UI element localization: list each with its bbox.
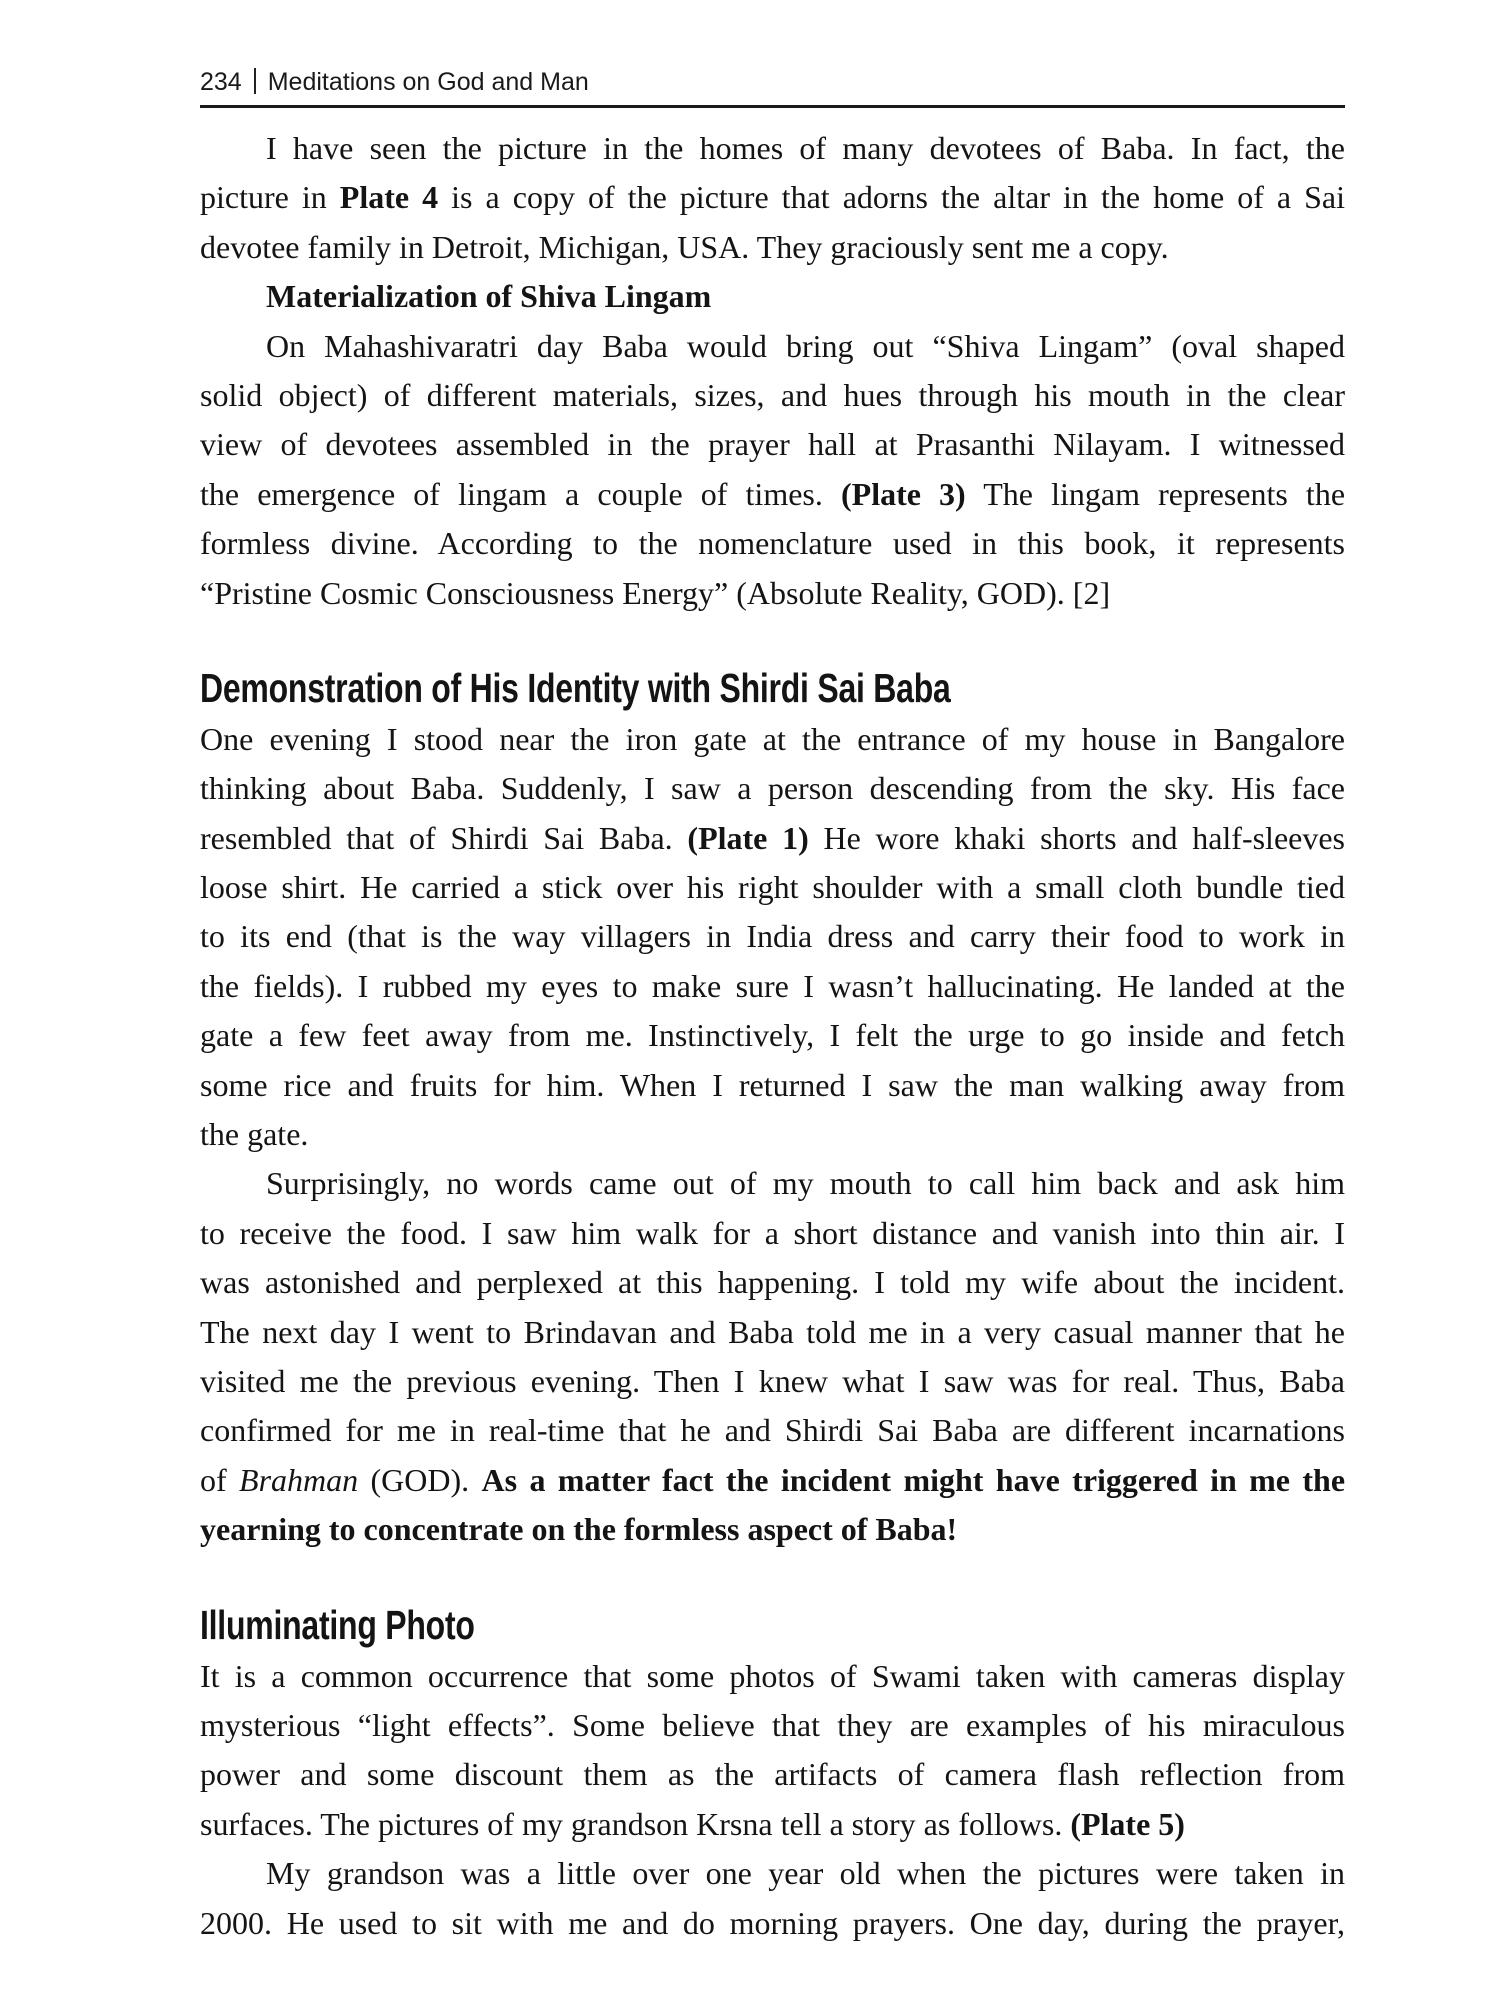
text-line xyxy=(200,124,1345,173)
text-line xyxy=(200,1849,1345,1898)
text-line xyxy=(200,173,1345,222)
text-run: 2000. He used to sit with me and do morning prayers. One day, during the prayer, xyxy=(200,1904,1345,1941)
text-run: On Mahashivaratri day Baba would bring out “Shiva Lingam” (oval shaped xyxy=(266,327,1345,364)
bold-text: yearning to concentrate on the formless aspect of Baba! xyxy=(200,1511,958,1548)
text-run: He wore khaki shorts and half-sleeves xyxy=(808,819,1346,856)
text-run: It is a common occurrence that some photos of Swami taken with cameras display xyxy=(200,1657,1345,1694)
text-run: gate a few feet away from me. Instinctively, I felt the urge to go inside and fetch xyxy=(200,1017,1345,1054)
text-run: of xyxy=(200,1461,240,1498)
text-line xyxy=(200,519,1345,568)
section-heading: Illuminating Photo xyxy=(200,1601,475,1648)
text-line xyxy=(200,1011,1345,1060)
text-run: picture in xyxy=(200,179,340,216)
text-line xyxy=(200,223,1345,272)
text-run: Surprisingly, no words came out of my mouth to call him back and ask him xyxy=(266,1165,1345,1202)
text-run: devotee family in Detroit, Michigan, USA. They graciously sent me a copy. xyxy=(200,228,1169,265)
page-number: 234 xyxy=(200,68,242,96)
text-line xyxy=(200,1061,1345,1110)
text-run: resembled that of Shirdi Sai Baba. xyxy=(200,819,688,856)
page-body xyxy=(200,124,1345,1948)
bold-text: As a matter fact the incident might have triggered in me the xyxy=(481,1461,1346,1498)
text-line xyxy=(200,715,1345,764)
text-line xyxy=(200,569,1345,618)
paragraph xyxy=(200,1652,1345,1850)
text-run: view of devotees assembled in the prayer hall at Prasanthi Nilayam. I witnessed xyxy=(200,426,1345,463)
text-run: power and some discount them as the artifacts of camera flash reflection from xyxy=(200,1756,1345,1793)
text-line xyxy=(200,1159,1345,1208)
text-line xyxy=(200,1652,1345,1701)
text-line xyxy=(200,863,1345,912)
paragraph xyxy=(200,124,1345,272)
text-line xyxy=(200,1357,1345,1406)
text-run: to receive the food. I saw him walk for a short distance and vanish into thin air. I xyxy=(200,1214,1345,1251)
text-run: loose shirt. He carried a stick over his right shoulder with a small cloth bundle tied xyxy=(200,869,1345,906)
text-run: The lingam represents the xyxy=(965,475,1346,512)
text-run: confirmed for me in real-time that he and Shirdi Sai Baba are different incarnations xyxy=(200,1412,1345,1449)
paragraph xyxy=(200,715,1345,1160)
text-line xyxy=(200,371,1345,420)
text-run: My grandson was a little over one year old when the pictures were taken in xyxy=(266,1855,1345,1892)
text-run: thinking about Baba. Suddenly, I saw a person descending from the sky. His face xyxy=(200,770,1345,807)
text-line xyxy=(200,272,1345,321)
text-line xyxy=(200,764,1345,813)
text-run: (GOD). xyxy=(358,1461,482,1498)
text-run: formless divine. According to the nomenclature used in this book, it represents xyxy=(200,525,1345,562)
text-run: One evening I stood near the iron gate at the entrance of my house in Bangalore xyxy=(200,720,1345,757)
text-line xyxy=(200,1110,1345,1159)
text-line xyxy=(200,814,1345,863)
text-run: was astonished and perplexed at this happening. I told my wife about the incident. xyxy=(200,1264,1345,1301)
text-line xyxy=(200,420,1345,469)
text-line xyxy=(200,962,1345,1011)
subheading xyxy=(200,272,1345,321)
text-run: solid object) of different materials, sizes, and hues through his mouth in the clear xyxy=(200,376,1345,413)
text-run: visited me the previous evening. Then I knew what I saw was for real. Thus, Baba xyxy=(200,1362,1345,1399)
text-run: surfaces. The pictures of my grandson Krsna tell a story as follows. xyxy=(200,1805,1071,1842)
header-rule xyxy=(200,105,1345,108)
text-run: the emergence of lingam a couple of times. xyxy=(200,475,841,512)
text-line xyxy=(200,912,1345,961)
section-heading: Demonstration of His Identity with Shirdi Sai Baba xyxy=(200,664,951,711)
paragraph xyxy=(200,322,1345,618)
paragraph xyxy=(200,1159,1345,1554)
bold-text: (Plate 3) xyxy=(840,475,966,512)
italic-text: Brahman xyxy=(239,1461,359,1498)
text-line xyxy=(200,1750,1345,1799)
text-run: The next day I went to Brindavan and Baba told me in a very casual manner that he xyxy=(200,1313,1345,1350)
bold-text: Materialization of Shiva Lingam xyxy=(266,278,712,315)
text-run: some rice and fruits for him. When I returned I saw the man walking away from xyxy=(200,1066,1345,1103)
text-run: mysterious “light effects”. Some believe that they are examples of his miraculous xyxy=(200,1706,1345,1743)
text-line xyxy=(200,1701,1345,1750)
text-run: to its end (that is the way villagers in India dress and carry their food to work in xyxy=(200,918,1345,955)
text-run: the gate. xyxy=(200,1116,309,1153)
text-line xyxy=(200,1800,1345,1849)
text-line xyxy=(200,322,1345,371)
paragraph xyxy=(200,1849,1345,1948)
text-line xyxy=(200,1406,1345,1455)
running-head xyxy=(200,68,589,97)
text-line xyxy=(200,1209,1345,1258)
bold-text: (Plate 1) xyxy=(687,819,809,856)
text-line xyxy=(200,1505,1345,1554)
text-run: the fields). I rubbed my eyes to make sure I wasn’t hallucinating. He landed at the xyxy=(200,967,1345,1004)
text-run: I have seen the picture in the homes of many devotees of Baba. In fact, the xyxy=(266,130,1345,166)
header-separator xyxy=(254,68,256,94)
text-run: “Pristine Cosmic Consciousness Energy” (Absolute Reality, GOD). [2] xyxy=(200,574,1111,611)
bold-text: (Plate 5) xyxy=(1070,1805,1185,1842)
text-line xyxy=(200,1258,1345,1307)
text-line xyxy=(200,470,1345,519)
text-line xyxy=(200,1899,1345,1948)
book-title: Meditations on God and Man xyxy=(267,68,589,96)
text-line xyxy=(200,1308,1345,1357)
text-run: is a copy of the picture that adorns the altar in the home of a Sai xyxy=(438,179,1346,216)
bold-text: Plate 4 xyxy=(339,179,439,216)
text-line xyxy=(200,1456,1345,1505)
